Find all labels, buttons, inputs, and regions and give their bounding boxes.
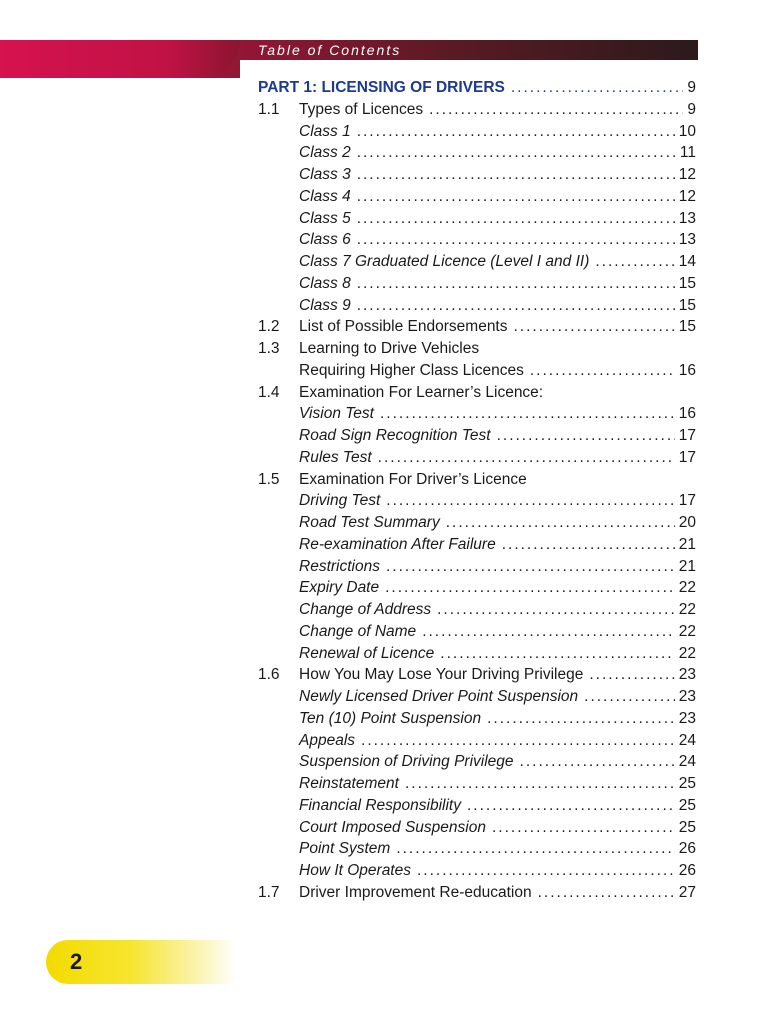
table-of-contents (258, 77, 696, 904)
toc-entry[interactable] (258, 643, 696, 665)
dot-leader (357, 186, 675, 208)
toc-entry-label: Class 7 Graduated Licence (Level I and II) (299, 253, 590, 270)
dot-leader (446, 512, 675, 534)
toc-entry-label: Types of Licences (299, 100, 424, 118)
dot-leader (361, 730, 675, 752)
dot-leader (405, 773, 675, 795)
toc-entry[interactable] (258, 817, 696, 839)
toc-entry-label: Financial Responsibility (299, 796, 461, 814)
toc-entry-label: Learning to Drive Vehicles (299, 340, 480, 357)
toc-entry-label: Class 4 (299, 187, 351, 205)
dot-leader (511, 77, 684, 99)
dot-leader (357, 164, 675, 186)
toc-section-number: 1.5 (258, 470, 280, 488)
dot-leader (492, 817, 675, 839)
dot-leader (538, 882, 675, 904)
toc-page-number: 23 (678, 709, 696, 727)
dot-leader (487, 708, 675, 730)
toc-entry-label: Class 2 (299, 144, 351, 162)
toc-page-number: 24 (678, 753, 696, 771)
toc-page-number: 15 (678, 318, 696, 336)
toc-page-number: 25 (678, 796, 696, 814)
dot-leader (437, 599, 675, 621)
dot-leader (385, 577, 675, 599)
toc-entry[interactable] (258, 338, 696, 360)
toc-entry[interactable] (258, 77, 696, 99)
toc-entry-label: Renewal of Licence (299, 644, 435, 662)
dot-leader (378, 447, 675, 469)
toc-entry-label: Ten (10) Point Suspension (299, 709, 482, 727)
toc-entry-label: Appeals (299, 731, 356, 749)
toc-page-number: 14 (678, 253, 696, 270)
toc-entry[interactable] (258, 316, 696, 338)
toc-page-number: 23 (678, 666, 696, 684)
toc-entry[interactable] (258, 860, 696, 882)
toc-page-number: 17 (678, 492, 696, 510)
toc-entry[interactable] (258, 490, 696, 512)
dot-leader (502, 534, 675, 556)
dot-leader (530, 360, 675, 382)
toc-entry[interactable] (258, 773, 696, 795)
toc-entry-label: Point System (299, 840, 391, 858)
toc-section-number: 1.6 (258, 666, 280, 684)
dot-leader (422, 621, 675, 643)
toc-page-number: 22 (678, 644, 696, 662)
dot-leader (357, 208, 675, 230)
dot-leader (357, 273, 675, 295)
toc-page-number: 12 (678, 166, 696, 183)
toc-page-number: 25 (678, 775, 696, 792)
dot-leader (520, 751, 675, 773)
toc-entry[interactable] (258, 534, 696, 556)
toc-entry[interactable] (258, 208, 696, 230)
toc-section-number: 1.4 (258, 383, 280, 401)
dot-leader (357, 295, 675, 317)
toc-section-number: 1.7 (258, 883, 280, 901)
toc-page-number: 9 (687, 79, 696, 96)
dot-leader (440, 643, 674, 665)
dot-leader (386, 556, 675, 578)
toc-entry-label: Road Sign Recognition Test (299, 427, 491, 444)
toc-entry[interactable] (258, 730, 696, 752)
toc-entry[interactable] (258, 599, 696, 621)
dot-leader (584, 686, 675, 708)
toc-entry-label: Class 6 (299, 231, 351, 249)
toc-entry[interactable] (258, 556, 696, 578)
toc-page-number: 16 (678, 361, 696, 379)
dot-leader (357, 142, 676, 164)
toc-section-number: 1.3 (258, 340, 280, 357)
toc-entry[interactable] (258, 838, 696, 860)
toc-entry[interactable] (258, 425, 696, 447)
toc-entry[interactable] (258, 403, 696, 425)
toc-page-number: 24 (678, 731, 696, 749)
toc-entry-label: Requiring Higher Class Licences (299, 361, 524, 379)
toc-page-number: 22 (678, 622, 696, 640)
toc-page-number: 13 (678, 209, 696, 227)
toc-entry[interactable] (258, 621, 696, 643)
toc-page-number: 12 (678, 187, 696, 205)
toc-entry[interactable] (258, 229, 696, 251)
toc-entry-label: Vision Test (299, 405, 374, 423)
toc-entry[interactable] (258, 295, 696, 317)
toc-page-number: 23 (678, 688, 696, 705)
toc-page-number: 22 (678, 601, 696, 618)
dot-leader (396, 838, 674, 860)
toc-entry[interactable] (258, 882, 696, 904)
toc-page-number: 22 (678, 579, 696, 597)
toc-page-number: 27 (678, 883, 696, 901)
toc-entry-label: Reinstatement (299, 775, 399, 792)
toc-entry[interactable] (258, 382, 696, 404)
toc-entry[interactable] (258, 142, 696, 164)
dot-leader (497, 425, 675, 447)
dot-leader (357, 229, 675, 251)
toc-page-number: 21 (678, 535, 696, 553)
toc-page-number: 17 (678, 448, 696, 466)
toc-entry[interactable] (258, 577, 696, 599)
toc-page-number: 16 (678, 405, 696, 423)
toc-entry[interactable] (258, 447, 696, 469)
toc-entry-label: Court Imposed Suspension (299, 818, 486, 836)
toc-entry-label: Class 1 (299, 122, 351, 140)
toc-page-number: 26 (678, 862, 696, 879)
toc-entry-label: How It Operates (299, 862, 411, 879)
dot-leader (357, 121, 675, 143)
toc-page-number: 10 (678, 122, 696, 140)
toc-page-number: 11 (679, 144, 696, 162)
toc-entry[interactable] (258, 686, 696, 708)
toc-entry-label: Newly Licensed Driver Point Suspension (299, 688, 579, 705)
toc-entry-label: Rules Test (299, 448, 372, 466)
toc-entry-label: Class 5 (299, 209, 351, 227)
toc-page-number: 15 (678, 274, 696, 292)
toc-entry-label: PART 1: LICENSING OF DRIVERS (258, 79, 505, 96)
toc-entry[interactable] (258, 251, 696, 273)
dot-leader (417, 860, 675, 882)
toc-entry[interactable] (258, 664, 696, 686)
toc-entry[interactable] (258, 164, 696, 186)
toc-entry-label: Restrictions (299, 557, 380, 575)
toc-page-number: 9 (687, 100, 696, 118)
toc-entry-label: Driver Improvement Re-education (299, 883, 532, 901)
toc-entry[interactable] (258, 708, 696, 730)
dot-leader (386, 490, 674, 512)
dot-leader (589, 664, 674, 686)
dot-leader (467, 795, 675, 817)
toc-entry-label: Re-examination After Failure (299, 535, 496, 553)
toc-title: Table of Contents (258, 42, 402, 58)
toc-entry-label: Road Test Summary (299, 514, 440, 531)
toc-entry[interactable] (258, 99, 696, 121)
toc-entry-label: Examination For Learner’s Licence: (299, 383, 544, 401)
dot-leader (380, 403, 675, 425)
toc-page-number: 21 (678, 557, 696, 575)
page-number: 2 (70, 949, 83, 974)
toc-entry-label: Suspension of Driving Privilege (299, 753, 514, 771)
toc-entry[interactable] (258, 360, 696, 382)
toc-entry-label: Expiry Date (299, 579, 380, 597)
dot-leader (595, 251, 674, 273)
toc-section-number: 1.2 (258, 318, 280, 336)
toc-entry[interactable] (258, 512, 696, 534)
toc-entry-label: Change of Name (299, 622, 417, 640)
toc-section-number: 1.1 (258, 100, 280, 118)
toc-entry-label: Change of Address (299, 601, 432, 618)
toc-entry-label: Class 3 (299, 166, 351, 183)
toc-entry-label: List of Possible Endorsements (299, 318, 508, 336)
dot-leader (429, 99, 683, 121)
dot-leader (514, 316, 675, 338)
toc-entry[interactable] (258, 273, 696, 295)
toc-page-number: 15 (678, 296, 696, 314)
toc-entry[interactable] (258, 121, 696, 143)
toc-page-number: 25 (678, 818, 696, 836)
toc-entry[interactable] (258, 186, 696, 208)
toc-page-number: 26 (678, 840, 696, 858)
toc-entry-label: Driving Test (299, 492, 381, 510)
toc-entry-label: Class 9 (299, 296, 351, 314)
toc-page-number: 13 (678, 231, 696, 249)
toc-page-number: 17 (678, 427, 696, 444)
toc-entry[interactable] (258, 751, 696, 773)
toc-entry-label: Class 8 (299, 274, 351, 292)
toc-entry[interactable] (258, 469, 696, 491)
toc-entry[interactable] (258, 795, 696, 817)
toc-entry-label: How You May Lose Your Driving Privilege (299, 666, 584, 684)
toc-page-number: 20 (678, 514, 696, 531)
toc-entry-label: Examination For Driver’s Licence (299, 470, 527, 488)
